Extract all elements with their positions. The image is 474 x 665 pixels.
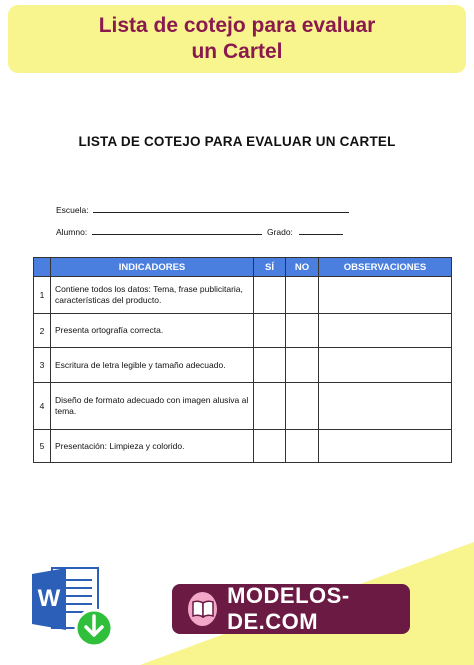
table-row bbox=[34, 277, 452, 314]
banner-title-line-1: Lista de cotejo para evaluar bbox=[98, 14, 376, 37]
table-row bbox=[34, 430, 452, 463]
title-banner bbox=[8, 5, 466, 73]
header-number bbox=[34, 258, 51, 277]
observations-cell[interactable] bbox=[319, 348, 452, 383]
row-indicator: Contiene todos los datos: Tema, frase publicitaria, características del producto. bbox=[51, 277, 254, 314]
header-yes: SÍ bbox=[254, 258, 286, 277]
grade-label: Grado: bbox=[266, 227, 293, 237]
word-letter: W bbox=[37, 585, 61, 612]
observations-cell[interactable] bbox=[319, 277, 452, 314]
observations-cell[interactable] bbox=[319, 430, 452, 463]
no-cell[interactable] bbox=[286, 277, 319, 314]
school-field bbox=[56, 204, 349, 215]
row-number: 1 bbox=[34, 277, 51, 314]
document-title: LISTA DE COTEJO PARA EVALUAR UN CARTEL bbox=[78, 134, 396, 149]
school-line[interactable] bbox=[93, 204, 349, 213]
observations-cell[interactable] bbox=[319, 383, 452, 430]
row-indicator: Diseño de formato adecuado con imagen alusiva al tema. bbox=[51, 383, 254, 430]
row-indicator: Presentación: Limpieza y colorido. bbox=[51, 430, 254, 463]
brand-name: MODELOS-DE.COM bbox=[227, 583, 350, 634]
book-icon bbox=[188, 592, 217, 626]
yes-cell[interactable] bbox=[254, 383, 286, 430]
yes-cell[interactable] bbox=[254, 430, 286, 463]
student-line[interactable] bbox=[92, 226, 262, 235]
banner-title-line-2: un Cartel bbox=[191, 40, 283, 63]
row-number: 2 bbox=[34, 314, 51, 348]
row-number: 5 bbox=[34, 430, 51, 463]
word-download-icon[interactable] bbox=[32, 566, 118, 648]
header-observations: OBSERVACIONES bbox=[319, 258, 452, 277]
grade-line[interactable] bbox=[299, 226, 343, 235]
yes-cell[interactable] bbox=[254, 314, 286, 348]
yes-cell[interactable] bbox=[254, 277, 286, 314]
brand-logo[interactable] bbox=[172, 584, 410, 634]
row-indicator: Escritura de letra legible y tamaño adecuado. bbox=[51, 348, 254, 383]
header-no: NO bbox=[286, 258, 319, 277]
school-label: Escuela: bbox=[56, 205, 89, 215]
table-header-row bbox=[34, 258, 452, 277]
observations-cell[interactable] bbox=[319, 314, 452, 348]
checklist-table bbox=[33, 257, 452, 463]
student-label: Alumno: bbox=[56, 227, 88, 237]
yes-cell[interactable] bbox=[254, 348, 286, 383]
no-cell[interactable] bbox=[286, 383, 319, 430]
table-row bbox=[34, 383, 452, 430]
no-cell[interactable] bbox=[286, 314, 319, 348]
row-number: 3 bbox=[34, 348, 51, 383]
header-indicators: INDICADORES bbox=[51, 258, 254, 277]
table-row bbox=[34, 314, 452, 348]
row-indicator: Presenta ortografía correcta. bbox=[51, 314, 254, 348]
no-cell[interactable] bbox=[286, 430, 319, 463]
no-cell[interactable] bbox=[286, 348, 319, 383]
table-row bbox=[34, 348, 452, 383]
row-number: 4 bbox=[34, 383, 51, 430]
student-field bbox=[56, 226, 343, 237]
